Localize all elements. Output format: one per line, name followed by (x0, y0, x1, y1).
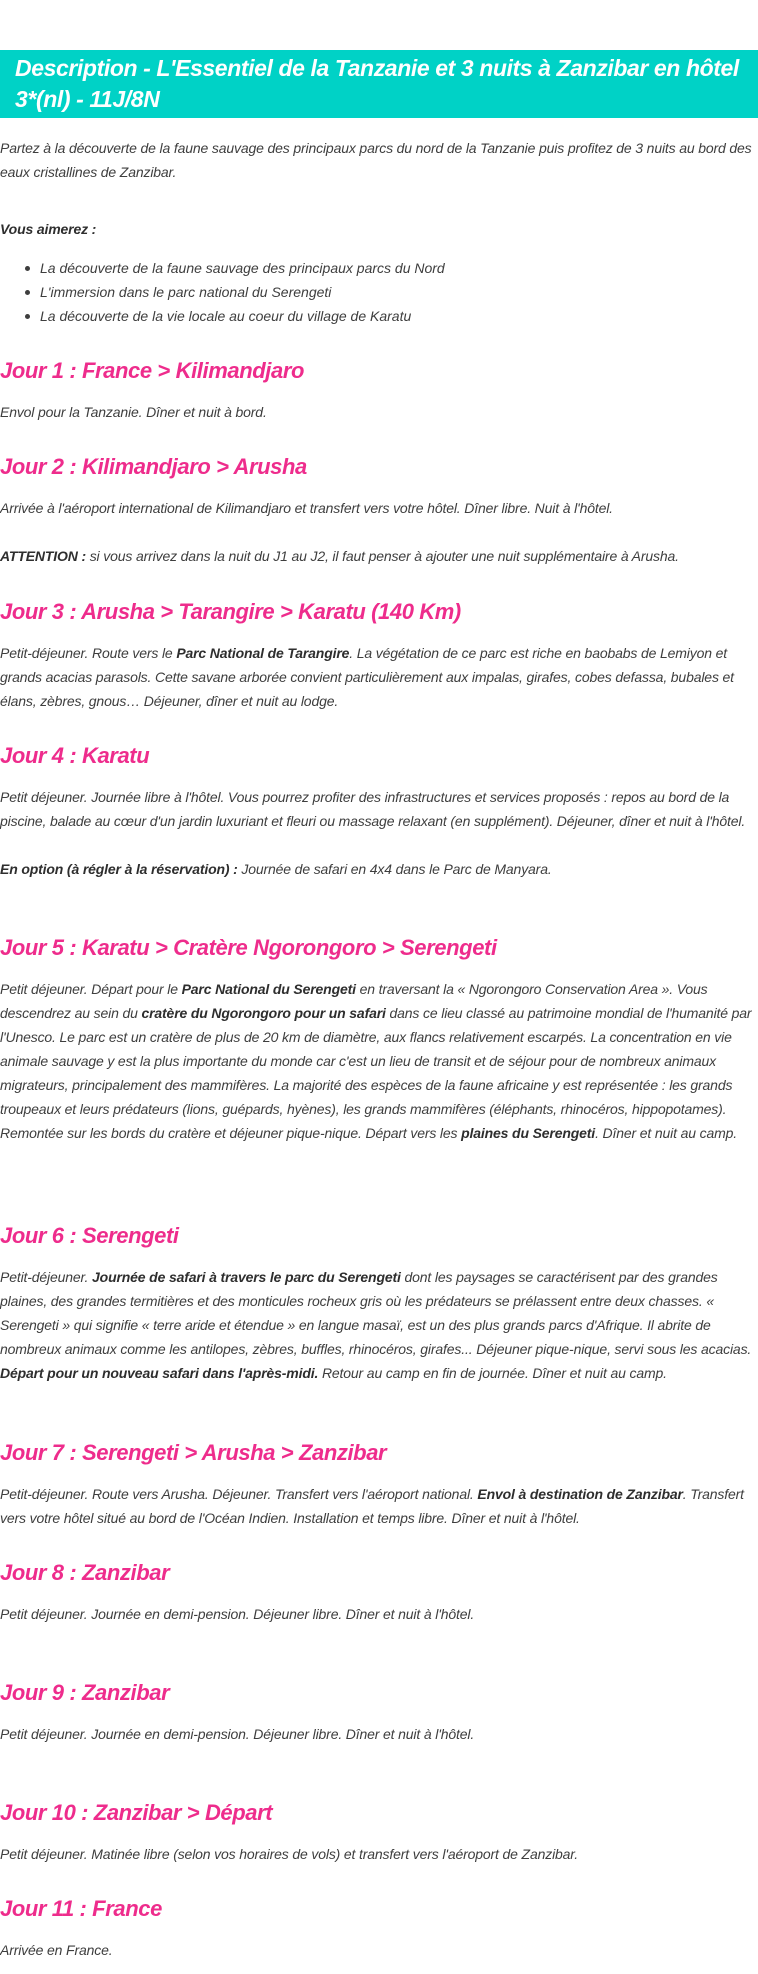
day-2-text: Arrivée à l'aéroport international de Kilimandjaro et transfert vers votre hôtel. Dîner libre. Nuit à l'hôtel. (0, 500, 613, 516)
day-3-text-part: . La végétation de ce parc est riche en baobabs de Lemiyon et grands acacias parasols. Cette savane arborée convient particulièrement aux impalas, girafes, cobes defassa, bubales et élans, zèbres, gnous… Déjeuner, dîner et nuit au lodge. (0, 645, 734, 709)
likes-label (0, 217, 758, 241)
day-7-text-part: Petit-déjeuner. Route vers Arusha. Déjeuner. Transfert vers l'aéroport national. (0, 1486, 478, 1502)
day-1-text: Envol pour la Tanzanie. Dîner et nuit à bord. (0, 404, 267, 420)
day-3-text-part: Petit-déjeuner. Route vers le (0, 645, 177, 661)
day-5-text-part: Petit déjeuner. Départ pour le (0, 981, 182, 997)
day-4-option (0, 857, 758, 881)
day-5-highlight: plaines du Serengeti (461, 1125, 596, 1141)
day-2-title: Jour 2 : Kilimandjaro > Arusha (0, 454, 307, 479)
day-2-attention (0, 544, 758, 568)
page-title: Description - L'Essentiel de la Tanzanie et 3 nuits à Zanzibar en hôtel 3*(nl) - 11J/8N (15, 55, 739, 112)
option-text: Journée de safari en 4x4 dans le Parc de Manyara. (237, 861, 552, 877)
day-9-text: Petit déjeuner. Journée en demi-pension. Déjeuner libre. Dîner et nuit à l'hôtel. (0, 1726, 475, 1742)
list-item: La découverte de la vie locale au coeur du village de Karatu (22, 304, 445, 328)
day-7-highlight: Envol à destination de Zanzibar (477, 1486, 683, 1502)
title-banner (0, 50, 758, 118)
day-5-text-part: en traversant la « Ngorongoro Conservation Area ». Vous descendrez au sein du (0, 981, 708, 1021)
day-6-text-part: dont les paysages se caractérisent par des grandes plaines, des grandes termitières et des monticules rocheux gris où les prédateurs se prélassent entre deux chasses. « Serengeti » qui signifie « terre aride et étendue » en langue masaï, est un des plus grands parcs d'Afrique. Il abrite de nombreux animaux comme les antilopes, zèbres, buffles, rhinocéros, girafes... Déjeuner pique-nique, servi sous les acacias. (0, 1269, 752, 1357)
day-5-highlight: Parc National du Serengeti (181, 981, 356, 997)
list-item: L'immersion dans le parc national du Serengeti (22, 280, 445, 304)
list-item: La découverte de la faune sauvage des principaux parcs du Nord (22, 256, 445, 280)
day-6-text-part: Retour au camp en fin de journée. Dîner et nuit au camp. (318, 1365, 667, 1381)
day-5-title: Jour 5 : Karatu > Cratère Ngorongoro > Serengeti (0, 935, 497, 960)
day-6-highlight: Journée de safari à travers le parc du Serengeti (92, 1269, 401, 1285)
day-5-text-part: dans ce lieu classé au patrimoine mondial de l'humanité par l'Unesco. Le parc est un cratère de plus de 20 km de diamètre, aux flancs relativement escarpés. La concentration en vie animale sauvage y est la plus importante du monde car c'est un lieu de transit et de séjour pour de nombreux animaux migrateurs, principalement des mammifères. La majorité des espèces de la faune africaine y est représentée : les grands troupeaux et leurs prédateurs (lions, guépards, hyènes), les grands mammifères (éléphants, rhinocéros, hippopotames). Remontée sur les bords du cratère et déjeuner pique-nique. Départ vers les (0, 1005, 752, 1141)
day-6-highlight: Départ pour un nouveau safari dans l'après-midi. (0, 1365, 319, 1381)
day-3-title: Jour 3 : Arusha > Tarangire > Karatu (140 Km) (0, 599, 461, 624)
day-1-title: Jour 1 : France > Kilimandjaro (0, 358, 305, 383)
day-5-highlight: cratère du Ngorongoro pour un safari (141, 1005, 386, 1021)
day-8-title: Jour 8 : Zanzibar (0, 1560, 170, 1585)
day-10-text: Petit déjeuner. Matinée libre (selon vos horaires de vols) et transfert vers l'aéroport de Zanzibar. (0, 1846, 579, 1862)
day-10-title: Jour 10 : Zanzibar > Départ (0, 1800, 273, 1825)
day-6-text-part: Petit-déjeuner. (0, 1269, 93, 1285)
day-5-text (0, 977, 758, 1145)
day-3-text (0, 641, 758, 713)
day-7-text (0, 1482, 758, 1530)
day-7-text-part: . Transfert vers votre hôtel situé au bord de l'Océan Indien. Installation et temps libre. Dîner et nuit à l'hôtel. (0, 1486, 744, 1526)
attention-label: ATTENTION : (0, 548, 86, 564)
intro-paragraph: Partez à la découverte de la faune sauvage des principaux parcs du nord de la Tanzanie puis profitez de 3 nuits au bord des eaux cristallines de Zanzibar. (0, 140, 752, 180)
day-4-text: Petit déjeuner. Journée libre à l'hôtel. Vous pourrez profiter des infrastructures et services proposés : repos au bord de la piscine, balade au cœur d'un jardin luxuriant et fleuri ou massage relaxant (en supplément). Déjeuner, dîner et nuit à l'hôtel. (0, 789, 746, 829)
day-11-text: Arrivée en France. (0, 1942, 113, 1958)
day-6-title: Jour 6 : Serengeti (0, 1223, 179, 1248)
day-11-title: Jour 11 : France (0, 1896, 162, 1921)
attention-text: si vous arrivez dans la nuit du J1 au J2, il faut penser à ajouter une nuit supplémentaire à Arusha. (85, 548, 679, 564)
day-4-title: Jour 4 : Karatu (0, 743, 150, 768)
day-9-title: Jour 9 : Zanzibar (0, 1680, 170, 1705)
day-7-title: Jour 7 : Serengeti > Arusha > Zanzibar (0, 1440, 387, 1465)
day-5-text-part: . Dîner et nuit au camp. (595, 1125, 737, 1141)
day-6-text (0, 1265, 758, 1385)
likes-list (22, 256, 445, 328)
day-8-text: Petit déjeuner. Journée en demi-pension. Déjeuner libre. Dîner et nuit à l'hôtel. (0, 1606, 475, 1622)
day-3-highlight: Parc National de Tarangire (176, 645, 350, 661)
option-label: En option (à régler à la réservation) : (0, 861, 238, 877)
likes-label-text: Vous aimerez : (0, 221, 97, 237)
